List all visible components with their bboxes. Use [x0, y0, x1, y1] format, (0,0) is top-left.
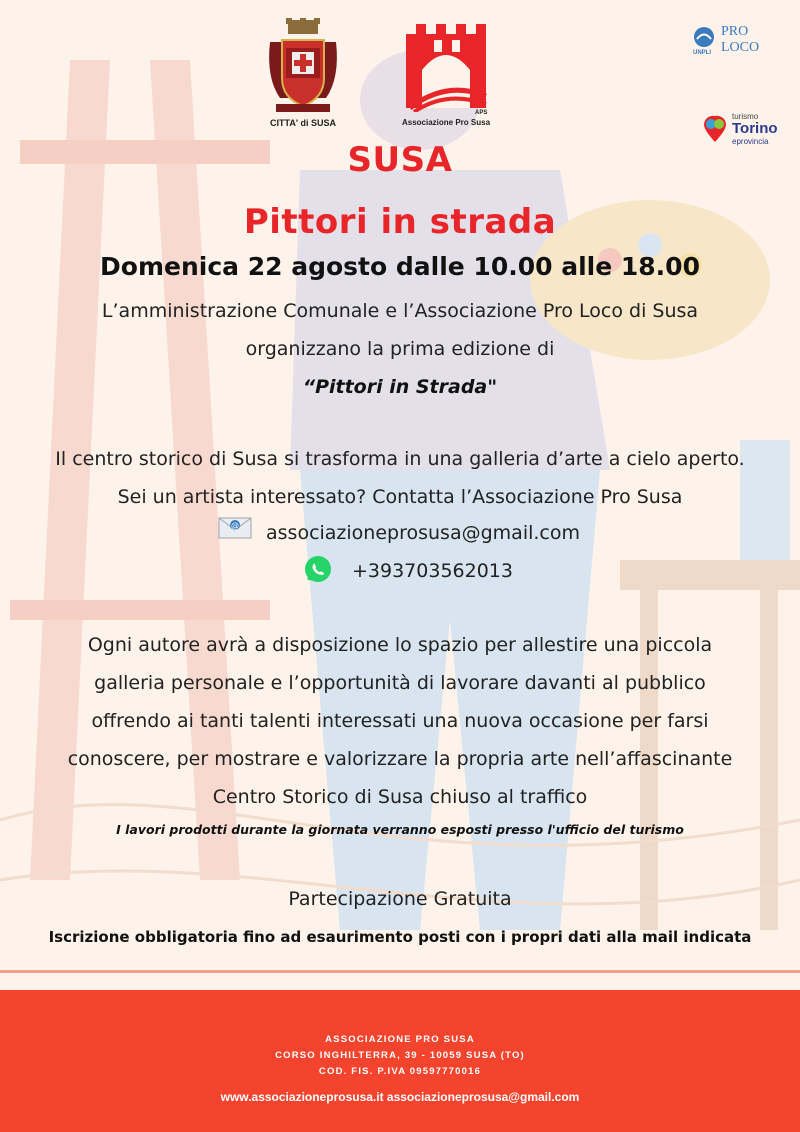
pro-susa-aps-label: APS [475, 110, 488, 116]
event-title: Pittori in strada [243, 202, 557, 242]
description-line-2: galleria personale e l’opportunità di lavorare davanti al pubblico [94, 672, 706, 694]
unpli-label: UNPLI [693, 50, 711, 56]
coat-of-arms-icon [262, 18, 344, 118]
contact-phone[interactable]: +393703562013 [352, 560, 513, 582]
footer-fiscal: COD. FIS. P.IVA 09597770016 [318, 1066, 482, 1077]
participation-label: Partecipazione Gratuita [288, 888, 512, 910]
city-title: SUSA [347, 140, 453, 180]
whatsapp-icon [304, 555, 332, 583]
intro-line-2: organizzano la prima edizione di [245, 338, 555, 360]
registration-note: Iscrizione obbligatoria fino ad esaurimento posti con i propri dati alla mail indicata [48, 928, 752, 946]
torino-sub-label: eprovincia [732, 137, 769, 146]
footer-divider [0, 970, 800, 973]
description-line-5: Centro Storico di Susa chiuso al traffico [212, 786, 588, 808]
intro-line-3: “Pittori in Strada" [302, 376, 498, 398]
pro-loco-logo [693, 22, 789, 56]
torino-big-label: Torino [732, 120, 778, 137]
invite-line-1: Il centro storico di Susa si trasforma in una galleria d’arte a cielo aperto. [55, 448, 745, 470]
exhibition-note: I lavori prodotti durante la giornata verranno esposti presso l'ufficio del turismo [116, 822, 684, 837]
comune-di-susa-logo [262, 18, 344, 130]
envelope-icon [218, 514, 254, 542]
description-line-4: conoscere, per mostrare e valorizzare la propria arte nell’affascinante [67, 748, 733, 770]
pro-loco-label: PRO LOCO [721, 24, 760, 55]
svg-text:@: @ [231, 521, 239, 530]
invite-line-2: Sei un artista interessato? Contatta l’Associazione Pro Susa [117, 486, 683, 508]
contact-email[interactable]: associazioneprosusa@gmail.com [266, 522, 580, 544]
footer [0, 990, 800, 1132]
footer-web-links[interactable]: www.associazioneprosusa.it associazioneprosusa@gmail.com [220, 1090, 580, 1104]
event-date: Domenica 22 agosto dalle 10.00 alle 18.00 [100, 252, 700, 281]
description-line-3: offrendo ai tanti talenti interessati una nuova occasione per farsi [91, 710, 709, 732]
intro-line-1: L’amministrazione Comunale e l’Associazione Pro Loco di Susa [101, 300, 699, 322]
footer-address: CORSO INGHILTERRA, 39 - 10059 SUSA (TO) [275, 1050, 525, 1061]
pro-susa-logo [400, 20, 492, 130]
unpli-icon [693, 26, 715, 48]
comune-logo-caption: CITTA' di SUSA [270, 118, 336, 128]
description-line-1: Ogni autore avrà a disposizione lo spazio per allestire una piccola [87, 634, 713, 656]
pro-susa-logo-caption: Associazione Pro Susa [401, 118, 491, 127]
arch-logo-icon [400, 20, 492, 112]
torino-small-label: turismo [732, 112, 759, 121]
footer-org: ASSOCIAZIONE PRO SUSA [325, 1034, 475, 1045]
